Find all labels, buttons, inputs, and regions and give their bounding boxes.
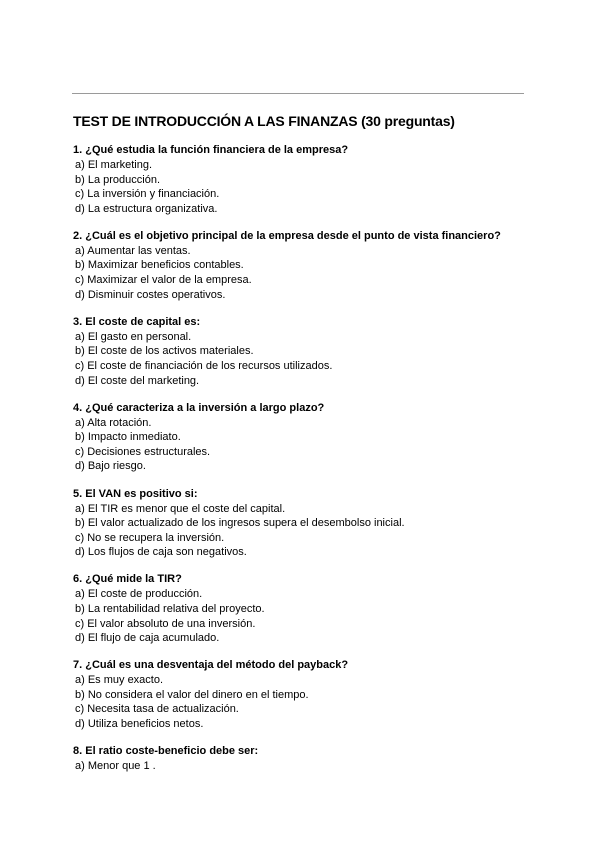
option-a: a) Menor que 1 .: [75, 760, 156, 773]
option-c: c) Decisiones estructurales.: [75, 445, 211, 458]
question-text: 5. El VAN es positivo si:: [73, 487, 198, 500]
option-c: c) Necesita tasa de actualización.: [75, 703, 239, 716]
option-d: d) Los flujos de caja son negativos.: [75, 546, 247, 559]
option-a: a) Es muy exacto.: [75, 674, 164, 687]
option-c: c) Maximizar el valor de la empresa.: [75, 274, 252, 287]
question-6: [73, 572, 543, 645]
question-4: [73, 401, 543, 474]
question-text: 6. ¿Qué mide la TIR?: [73, 573, 182, 586]
option-a: a) El marketing.: [75, 159, 153, 171]
option-a: a) El TIR es menor que el coste del capital.: [75, 502, 286, 515]
option-d: d) Disminuir costes operativos.: [75, 288, 226, 301]
question-2: [73, 229, 543, 302]
option-b: b) Impacto inmediato.: [75, 431, 181, 444]
option-b: b) No considera el valor del dinero en el tiempo.: [75, 688, 309, 701]
question-7: [73, 658, 543, 731]
option-a: a) El coste de producción.: [75, 588, 203, 601]
option-d: d) La estructura organizativa.: [75, 202, 218, 215]
option-d: d) El coste del marketing.: [75, 374, 200, 387]
question-text: 2. ¿Cuál es el objetivo principal de la empresa desde el punto de vista financiero?: [73, 229, 501, 242]
option-d: d) Utiliza beneficios netos.: [75, 718, 204, 731]
option-b: b) Maximizar beneficios contables.: [75, 259, 244, 272]
option-c: c) El coste de financiación de los recursos utilizados.: [75, 359, 333, 372]
question-5: [73, 487, 543, 560]
question-1: [73, 143, 543, 216]
option-d: d) Bajo riesgo.: [75, 460, 146, 473]
option-c: c) La inversión y financiación.: [75, 188, 220, 201]
question-text: 3. El coste de capital es:: [73, 315, 201, 328]
option-a: a) El gasto en personal.: [75, 330, 192, 343]
question-list: [73, 143, 543, 786]
option-b: b) El coste de los activos materiales.: [75, 345, 254, 358]
option-b: b) La producción.: [75, 173, 160, 186]
question-3: [73, 315, 543, 388]
question-8: [73, 744, 543, 774]
question-text: 8. El ratio coste-beneficio debe ser:: [73, 745, 259, 758]
header-divider: [72, 93, 524, 94]
option-a: a) Alta rotación.: [75, 416, 152, 429]
option-c: c) No se recupera la inversión.: [75, 531, 225, 544]
option-b: b) La rentabilidad relativa del proyecto.: [75, 602, 265, 615]
document-title: TEST DE INTRODUCCIÓN A LAS FINANZAS (30 preguntas): [73, 113, 455, 129]
option-d: d) El flujo de caja acumulado.: [75, 632, 220, 645]
option-b: b) El valor actualizado de los ingresos supera el desembolso inicial.: [75, 517, 405, 530]
option-c: c) El valor absoluto de una inversión.: [75, 617, 256, 630]
question-text: 1. ¿Qué estudia la función financiera de la empresa?: [73, 144, 349, 156]
question-text: 4. ¿Qué caracteriza a la inversión a largo plazo?: [73, 401, 325, 414]
option-a: a) Aumentar las ventas.: [75, 244, 191, 257]
question-text: 7. ¿Cuál es una desventaja del método del payback?: [73, 659, 349, 672]
